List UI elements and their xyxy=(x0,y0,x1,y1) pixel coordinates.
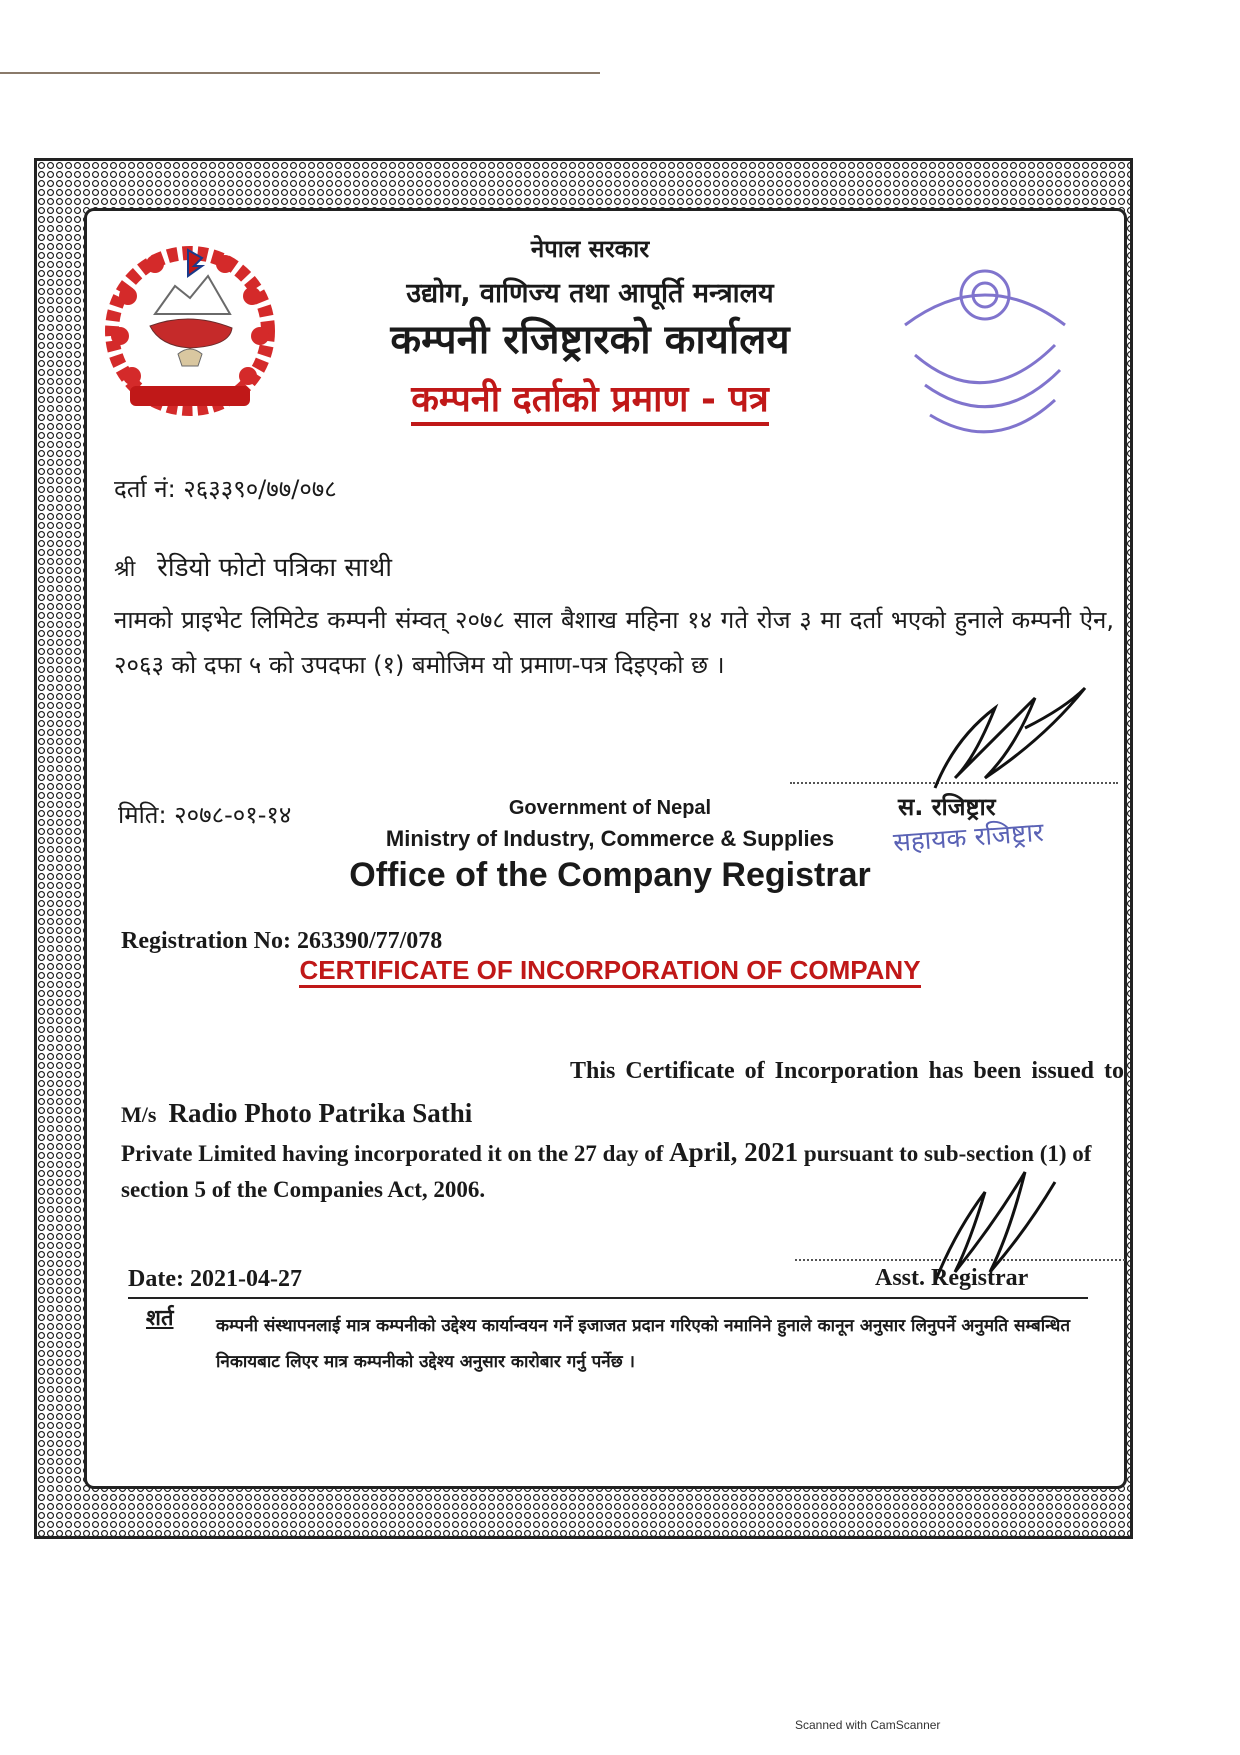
company-name-en: Radio Photo Patrika Sathi xyxy=(168,1098,473,1128)
signature-icon xyxy=(915,668,1095,798)
incorporation-date-en: April, 2021 xyxy=(669,1137,799,1167)
company-name-np-line xyxy=(114,548,392,584)
issue-date-en: Date: 2021-04-27 xyxy=(128,1266,302,1292)
signatory-stamp-np: सहायक रजिष्ट्रार xyxy=(892,817,1045,859)
nepal-emblem-icon xyxy=(100,236,280,426)
honorific-prefix-np: श्री xyxy=(114,557,136,582)
company-name-np: रेडियो फोटो पत्रिका साथी xyxy=(157,553,392,583)
body-en-part1: Private Limited having incorporated it on the 27 day of xyxy=(121,1141,664,1166)
terms-label: शर्त xyxy=(146,1306,174,1331)
government-heading-en: Government of Nepal xyxy=(508,797,712,819)
signatory-title-np: स. रजिष्ट्रार xyxy=(898,793,996,821)
office-heading-en: Office of the Company Registrar xyxy=(349,856,871,894)
registration-number-en: Registration No: 263390/77/078 xyxy=(121,928,443,954)
registration-number-np: दर्ता नं: २६३३९०/७७/०७८ xyxy=(114,475,337,503)
certificate-title-np xyxy=(340,373,840,422)
issue-date-np: मिति: २०७८-०१-१४ xyxy=(118,801,292,829)
issued-statement: This Certificate of Incorporation has been issued to xyxy=(570,1058,1124,1084)
certificate-title-en-text: CERTIFICATE OF INCORPORATION OF COMPANY xyxy=(299,955,920,988)
signatory-title-en: Asst. Registrar xyxy=(875,1265,1029,1291)
certificate-title-np-text: कम्पनी दर्ताको प्रमाण - पत्र xyxy=(411,379,769,426)
scanner-watermark: Scanned with CamScanner xyxy=(795,1718,941,1732)
certificate-body-np: नामको प्राइभेट लिमिटेड कम्पनी संम्वत् २०७८ साल बैशाख महिना १४ गते रोज ३ मा दर्ता भएको हुनाले कम्पनी ऐन, २०६३ को दफा ५ को उपदफा (१) बमोजिम यो प्रमाण-पत्र दिइएको छ । xyxy=(114,606,1114,679)
terms-text: कम्पनी संस्थापनलाई मात्र कम्पनीको उद्देश्य कार्यान्वयन गर्ने इजाजत प्रदान गरिएको नमानिने हुनाले कानून अनुसार लिनुपर्ने अनुमति सम्बन्धित निकायबाट लिएर मात्र कम्पनीको उद्देश्य अनुसार कारोबार गर्नु पर्नेछ । xyxy=(216,1316,1071,1372)
body-en-part2: pursuant to sub-section (1) of section 5 of the Companies Act, 2006. xyxy=(121,1141,1092,1202)
office-heading-np: कम्पनी रजिष्ट्रारको कार्यालय xyxy=(390,317,790,363)
office-stamp-icon xyxy=(885,255,1085,465)
terms-divider xyxy=(128,1297,1088,1299)
company-name-en-line xyxy=(121,1098,472,1129)
certificate-title-en xyxy=(240,955,980,986)
ministry-heading-en: Ministry of Industry, Commerce & Supplies xyxy=(385,826,835,851)
top-scan-rule xyxy=(0,72,600,74)
ministry-heading-np: उद्योग, वाणिज्य तथा आपूर्ति मन्त्रालय xyxy=(406,278,774,309)
government-heading-np: नेपाल सरकार xyxy=(530,235,650,263)
honorific-prefix-en: M/s xyxy=(121,1102,157,1127)
